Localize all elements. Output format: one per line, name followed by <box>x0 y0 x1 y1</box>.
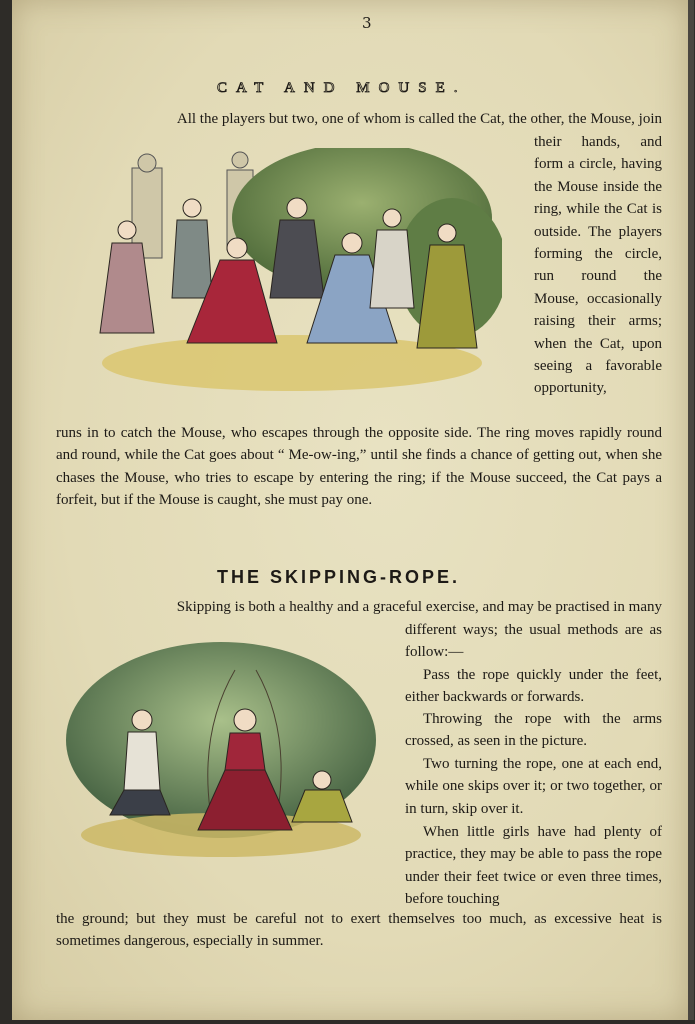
skipping-rope-method-1: Pass the rope quickly under the feet, either backwards or forwards. <box>405 667 662 706</box>
skipping-rope-paragraph-continued: the ground; but they must be careful not to exert themselves too much, as excessive heat is sometimes dangerous, especially in summer. <box>56 911 662 950</box>
skipping-rope-illustration <box>60 640 382 868</box>
book-page <box>12 0 694 1020</box>
cat-and-mouse-title: CAT AND MOUSE. <box>217 80 467 96</box>
skipping-rope-method-3: Two turning the rope, one at each end, while one skips over it; or two together, or in turn, skip over it. <box>405 756 662 817</box>
skipping-rope-paragraph-first-line: Skipping is both a healthy and a graceful exercise, and may be practised in many <box>176 599 662 615</box>
cat-and-mouse-illustration <box>62 148 502 398</box>
skipping-rope-method-4: When little girls have had plenty of practice, they may be able to pass the rope under their feet twice or even three times, before touching <box>405 824 662 908</box>
cat-and-mouse-paragraph-first-line: All the players but two, one of whom is called the Cat, the other, the Mouse, join <box>176 111 662 127</box>
cat-and-mouse-paragraph-continued: runs in to catch the Mouse, who escapes through the opposite side. The ring moves rapidly round and round, while the Cat goes about “ Me-ow-ing,” until she finds a chance of getting out, when she chases the Mouse, who tries to escape by entering the ring; if the Mouse succeed, the Cat pays a forfeit, but if the Mouse is caught, she must pay one. <box>56 425 662 509</box>
skipping-rope-method-2: Throwing the rope with the arms crossed, as seen in the picture. <box>405 711 662 750</box>
page-number: 3 <box>362 14 372 32</box>
skipping-rope-title: THE SKIPPING-ROPE. <box>217 567 461 587</box>
skipping-rope-paragraph-wrapped: different ways; the usual methods are as follow:— <box>405 622 662 661</box>
cat-and-mouse-paragraph-wrapped: their hands, and form a circle, having the Mouse inside the ring, while the Cat is outside. The players forming the circle, run round the Mouse, occasionally raising their arms; when the Cat, upon seeing a favorable opportunity, <box>534 134 662 397</box>
